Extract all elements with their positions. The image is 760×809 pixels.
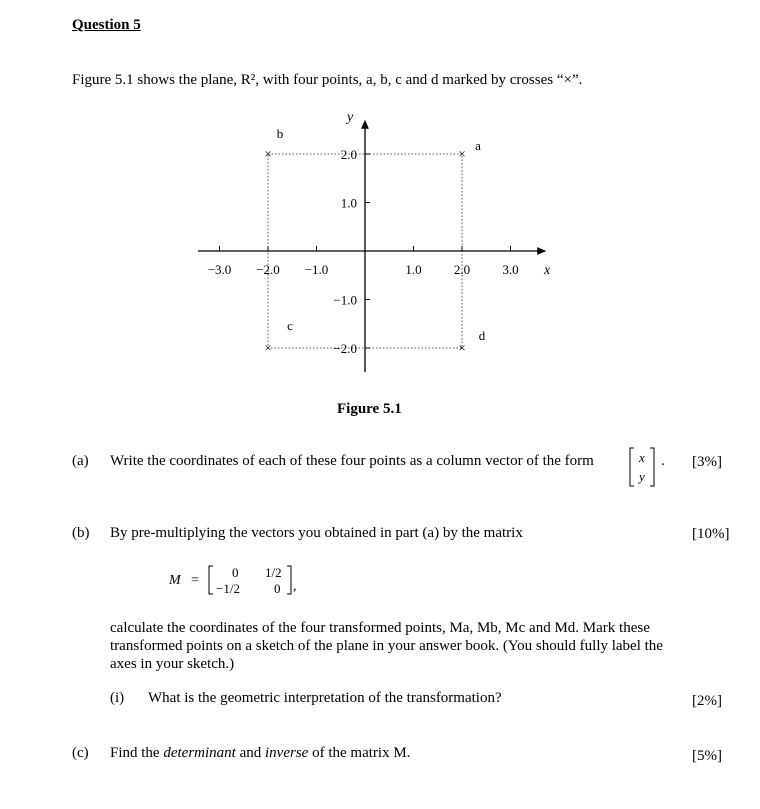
part-b-text: By pre-multiplying the vectors you obtained in part (a) by the matrix (110, 525, 523, 541)
part-c-text-and: and (235, 745, 266, 761)
figure-caption: Figure 5.1 (337, 401, 402, 417)
part-c-text-start: Find the (110, 745, 164, 761)
y-tick-label: 1.0 (340, 195, 357, 211)
matrix-name: M (169, 573, 181, 588)
x-axis-label: x (544, 263, 551, 278)
point-label-d: d (478, 328, 486, 343)
y-tick-label: −1.0 (333, 292, 357, 308)
point-label-b: b (276, 126, 284, 141)
matrix-cell-21: −1/2 (216, 581, 240, 596)
part-c-text (110, 745, 410, 762)
part-a-marks: [3%] (692, 454, 722, 470)
matrix-cell-11: 0 (232, 565, 239, 580)
part-c-inverse: inverse (265, 745, 309, 761)
part-c-determinant: determinant (163, 745, 236, 761)
y-tick-label: 2.0 (340, 147, 357, 162)
part-a-text: Write the coordinates of each of these four points as a column vector of the form (110, 453, 594, 469)
question-heading: Question 5 (72, 17, 141, 33)
point-marker-d: × (458, 340, 466, 355)
x-tick-label: −1.0 (304, 262, 329, 277)
y-axis-label: y (347, 110, 354, 125)
x-tick-label: −3.0 (207, 262, 232, 277)
x-tick-label: −2.0 (256, 262, 280, 277)
matrix-end: , (293, 579, 297, 594)
matrix-equals: = (191, 573, 199, 588)
y-tick-label: −2.0 (333, 341, 357, 356)
point-marker-b: × (264, 146, 272, 161)
x-tick-label: 1.0 (405, 262, 422, 277)
figure-plane (0, 0, 760, 400)
matrix-M (166, 560, 326, 605)
part-b-i-marks: [2%] (692, 693, 722, 709)
point-label-c: c (287, 318, 293, 333)
part-c-marks: [5%] (692, 748, 722, 764)
matrix-cell-12: 1/2 (265, 565, 282, 580)
column-vector-xy (628, 446, 658, 488)
part-b-i-text: What is the geometric interpretation of the transformation? (148, 690, 502, 706)
part-b-marks: [10%] (692, 526, 730, 542)
part-a-end: . (661, 453, 665, 469)
matrix-cell-22: 0 (274, 581, 281, 596)
part-c-text-end: of the matrix M. (308, 745, 411, 761)
vector-x: x (639, 450, 645, 465)
question-intro: Figure 5.1 shows the plane, R², with four points, a, b, c and d marked by crosses “×”. (72, 72, 583, 88)
x-tick-label: 2.0 (453, 262, 471, 277)
point-marker-c: × (264, 340, 272, 355)
point-marker-a: × (458, 146, 466, 161)
part-b-label: (b) (72, 525, 90, 541)
x-tick-label: 3.0 (502, 262, 519, 277)
vector-y: y (639, 469, 645, 484)
part-b-i-label: (i) (110, 690, 125, 706)
part-a-label: (a) (72, 453, 89, 469)
part-c-label: (c) (72, 745, 89, 761)
point-label-a: a (475, 138, 481, 153)
part-b-paragraph: calculate the coordinates of the four transformed points, Ma, Mb, Mc and Md. Mark these transformed points on a sketch of the plane in your answer book. (You should fully label the axes in your sketch.) (110, 620, 663, 672)
